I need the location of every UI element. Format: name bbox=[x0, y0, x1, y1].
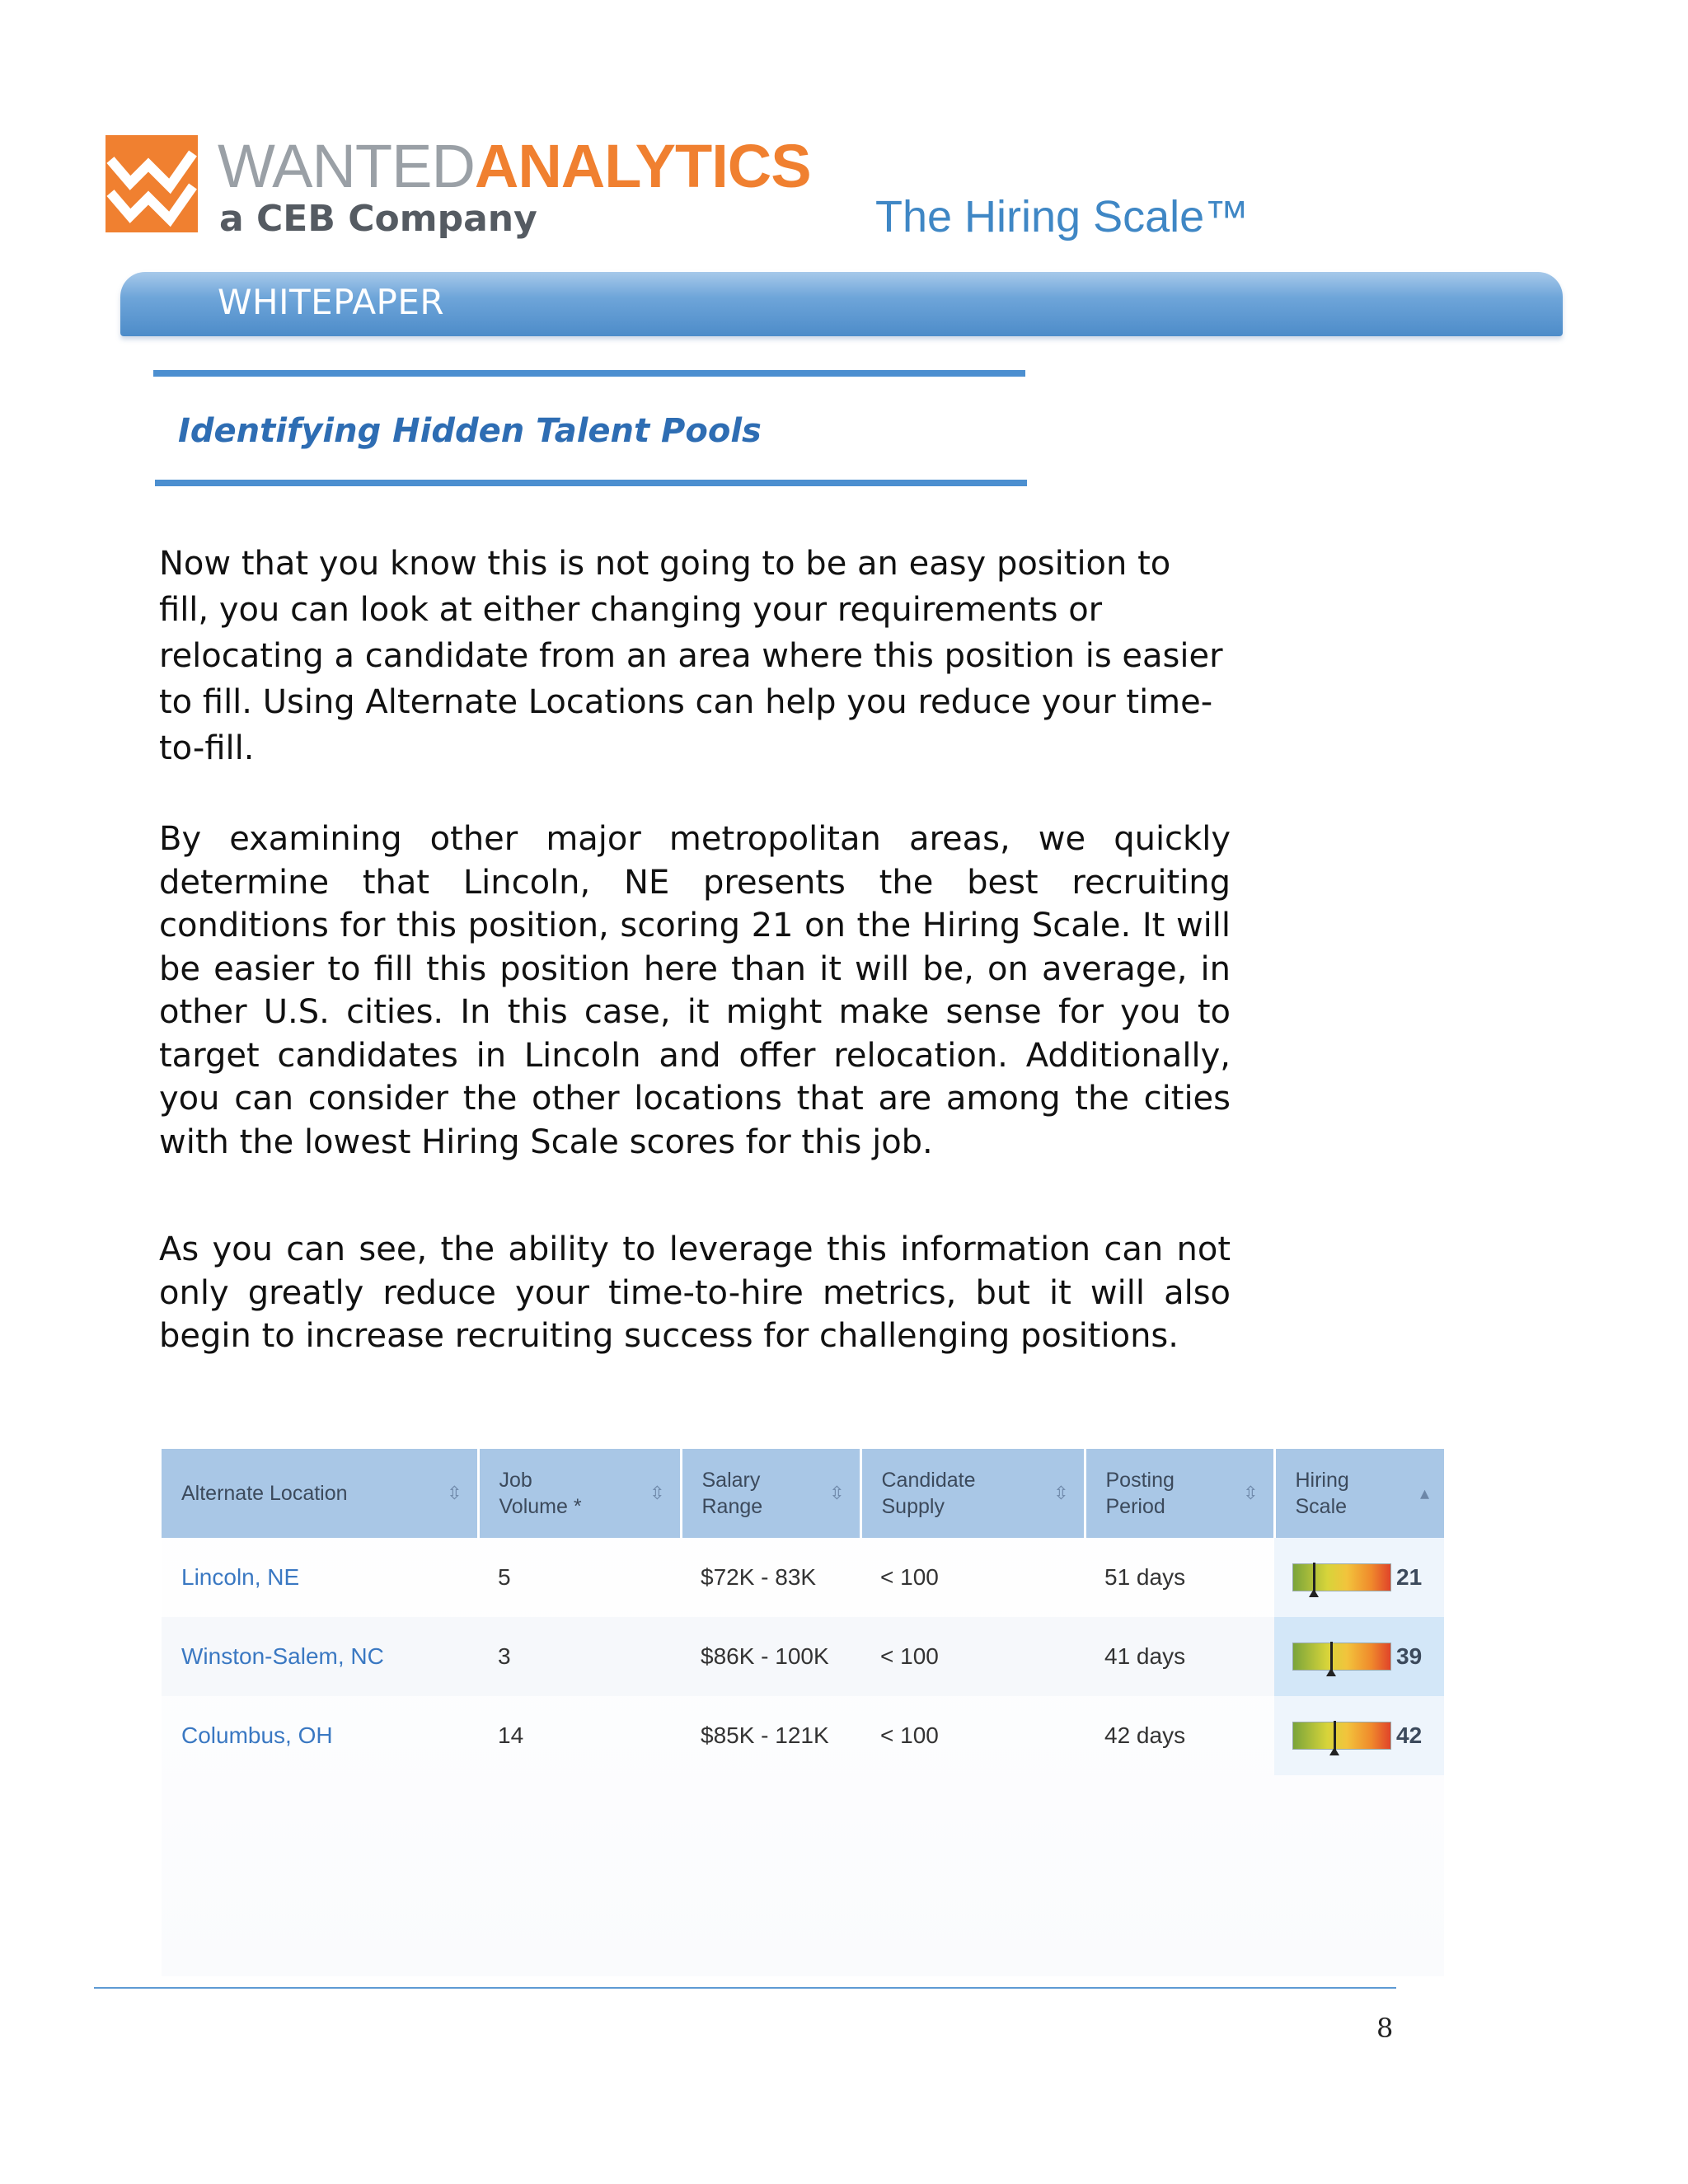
section-rule-bottom bbox=[155, 480, 1027, 486]
job-volume-cell: 3 bbox=[478, 1617, 681, 1696]
supply-cell: < 100 bbox=[880, 1722, 939, 1748]
wanted-analytics-logo-icon bbox=[106, 135, 198, 232]
section-rule-top bbox=[153, 370, 1025, 377]
paragraph-conclusion: As you can see, the ability to leverage this information can not only greatly reduce your time-to-hire metrics, but it will also begin to increase recruiting success for challenging positions. bbox=[159, 1230, 1231, 1355]
supply-cell: < 100 bbox=[860, 1617, 1085, 1696]
logo-wordmark bbox=[218, 132, 811, 201]
posting-cell: 42 days bbox=[1104, 1722, 1186, 1748]
logo-word-wanted: WANTED bbox=[218, 132, 475, 200]
table-header-row bbox=[162, 1449, 1444, 1538]
hiring-scale-gauge bbox=[1292, 1722, 1391, 1750]
paragraph-intro: Now that you know this is not going to be an easy position to fill, you can look at either changing your requirements or relocating a candidate from an area where this position is easier to fill. Using Alternate Locations can help you reduce your time-to-fill. bbox=[159, 545, 1223, 767]
column-header-job-volume[interactable] bbox=[478, 1449, 681, 1538]
job-volume-cell: 5 bbox=[498, 1564, 511, 1590]
location-link[interactable]: Winston-Salem, NC bbox=[162, 1617, 478, 1696]
hiring-scale-score: 42 bbox=[1396, 1722, 1423, 1749]
posting-cell: 51 days bbox=[1104, 1564, 1186, 1590]
hiring-scale-gauge bbox=[1292, 1643, 1391, 1671]
footer-rule bbox=[94, 1987, 1396, 1989]
logo-subtitle: a CEB Company bbox=[219, 198, 537, 240]
column-header-salary-label: Salary Range bbox=[701, 1469, 763, 1518]
paragraph-analysis: By examining other major metropolitan areas, we quickly determine that Lincoln, NE presents the best recruiting conditions for this position, scoring 21 on the Hiring Scale. It will be easier to fill this position here than it will be, on average, in other U.S. cities. In this case, it might make sense for you to target candidates in Lincoln and offer relocation. Additionally, you can consider the other locations that are among the cities with the lowest Hiring Scale scores for this job. bbox=[159, 820, 1231, 1161]
table-row bbox=[162, 1696, 1444, 1775]
column-header-job-volume-label: Job Volume * bbox=[499, 1469, 582, 1518]
sort-updown-icon[interactable]: ⇳ bbox=[1243, 1483, 1259, 1503]
alternate-locations-table bbox=[162, 1449, 1444, 1775]
column-header-hiring-scale[interactable] bbox=[1274, 1449, 1444, 1538]
column-header-location-label: Alternate Location bbox=[181, 1482, 348, 1505]
gauge-needle bbox=[1313, 1563, 1315, 1592]
column-header-posting-label: Posting Period bbox=[1105, 1469, 1175, 1518]
hiring-scale-cell bbox=[1274, 1538, 1444, 1617]
salary-cell: $72K - 83K bbox=[701, 1564, 817, 1590]
column-header-posting[interactable] bbox=[1085, 1449, 1274, 1538]
logo-word-analytics: ANALYTICS bbox=[474, 132, 811, 200]
column-header-hiring-scale-label: Hiring Scale bbox=[1295, 1469, 1349, 1518]
alternate-locations-panel bbox=[162, 1449, 1444, 1976]
hiring-scale-cell bbox=[1274, 1696, 1444, 1775]
gauge-needle bbox=[1334, 1721, 1336, 1750]
location-link[interactable]: Columbus, OH bbox=[181, 1722, 333, 1748]
whitepaper-banner bbox=[120, 272, 1563, 336]
table-row bbox=[162, 1617, 1444, 1696]
sort-updown-icon[interactable]: ⇳ bbox=[649, 1483, 665, 1503]
salary-cell: $86K - 100K bbox=[681, 1617, 860, 1696]
sort-up-icon[interactable]: ▴ bbox=[1419, 1483, 1429, 1503]
column-header-location[interactable] bbox=[162, 1449, 478, 1538]
location-link[interactable]: Lincoln, NE bbox=[181, 1564, 300, 1590]
banner-label: WHITEPAPER bbox=[218, 282, 445, 322]
document-title: The Hiring Scale™ bbox=[875, 192, 1250, 241]
salary-cell: $85K - 121K bbox=[701, 1722, 829, 1748]
column-header-supply-label: Candidate Supply bbox=[881, 1469, 976, 1518]
gauge-needle bbox=[1330, 1642, 1333, 1671]
column-header-supply[interactable] bbox=[860, 1449, 1085, 1538]
section-title: Identifying Hidden Talent Pools bbox=[178, 412, 762, 450]
hiring-scale-score: 21 bbox=[1396, 1564, 1423, 1591]
column-header-salary[interactable] bbox=[681, 1449, 860, 1538]
hiring-scale-score: 39 bbox=[1396, 1643, 1423, 1670]
sort-updown-icon[interactable]: ⇳ bbox=[1053, 1483, 1069, 1503]
table-row bbox=[162, 1538, 1444, 1617]
hiring-scale-cell bbox=[1274, 1617, 1444, 1696]
page-number: 8 bbox=[1376, 2013, 1394, 2044]
job-volume-cell: 14 bbox=[498, 1722, 524, 1748]
sort-updown-icon[interactable]: ⇳ bbox=[447, 1483, 462, 1503]
supply-cell: < 100 bbox=[880, 1564, 939, 1590]
posting-cell: 41 days bbox=[1085, 1617, 1274, 1696]
hiring-scale-gauge bbox=[1292, 1563, 1391, 1591]
sort-updown-icon[interactable]: ⇳ bbox=[829, 1483, 845, 1503]
company-logo bbox=[106, 132, 811, 240]
